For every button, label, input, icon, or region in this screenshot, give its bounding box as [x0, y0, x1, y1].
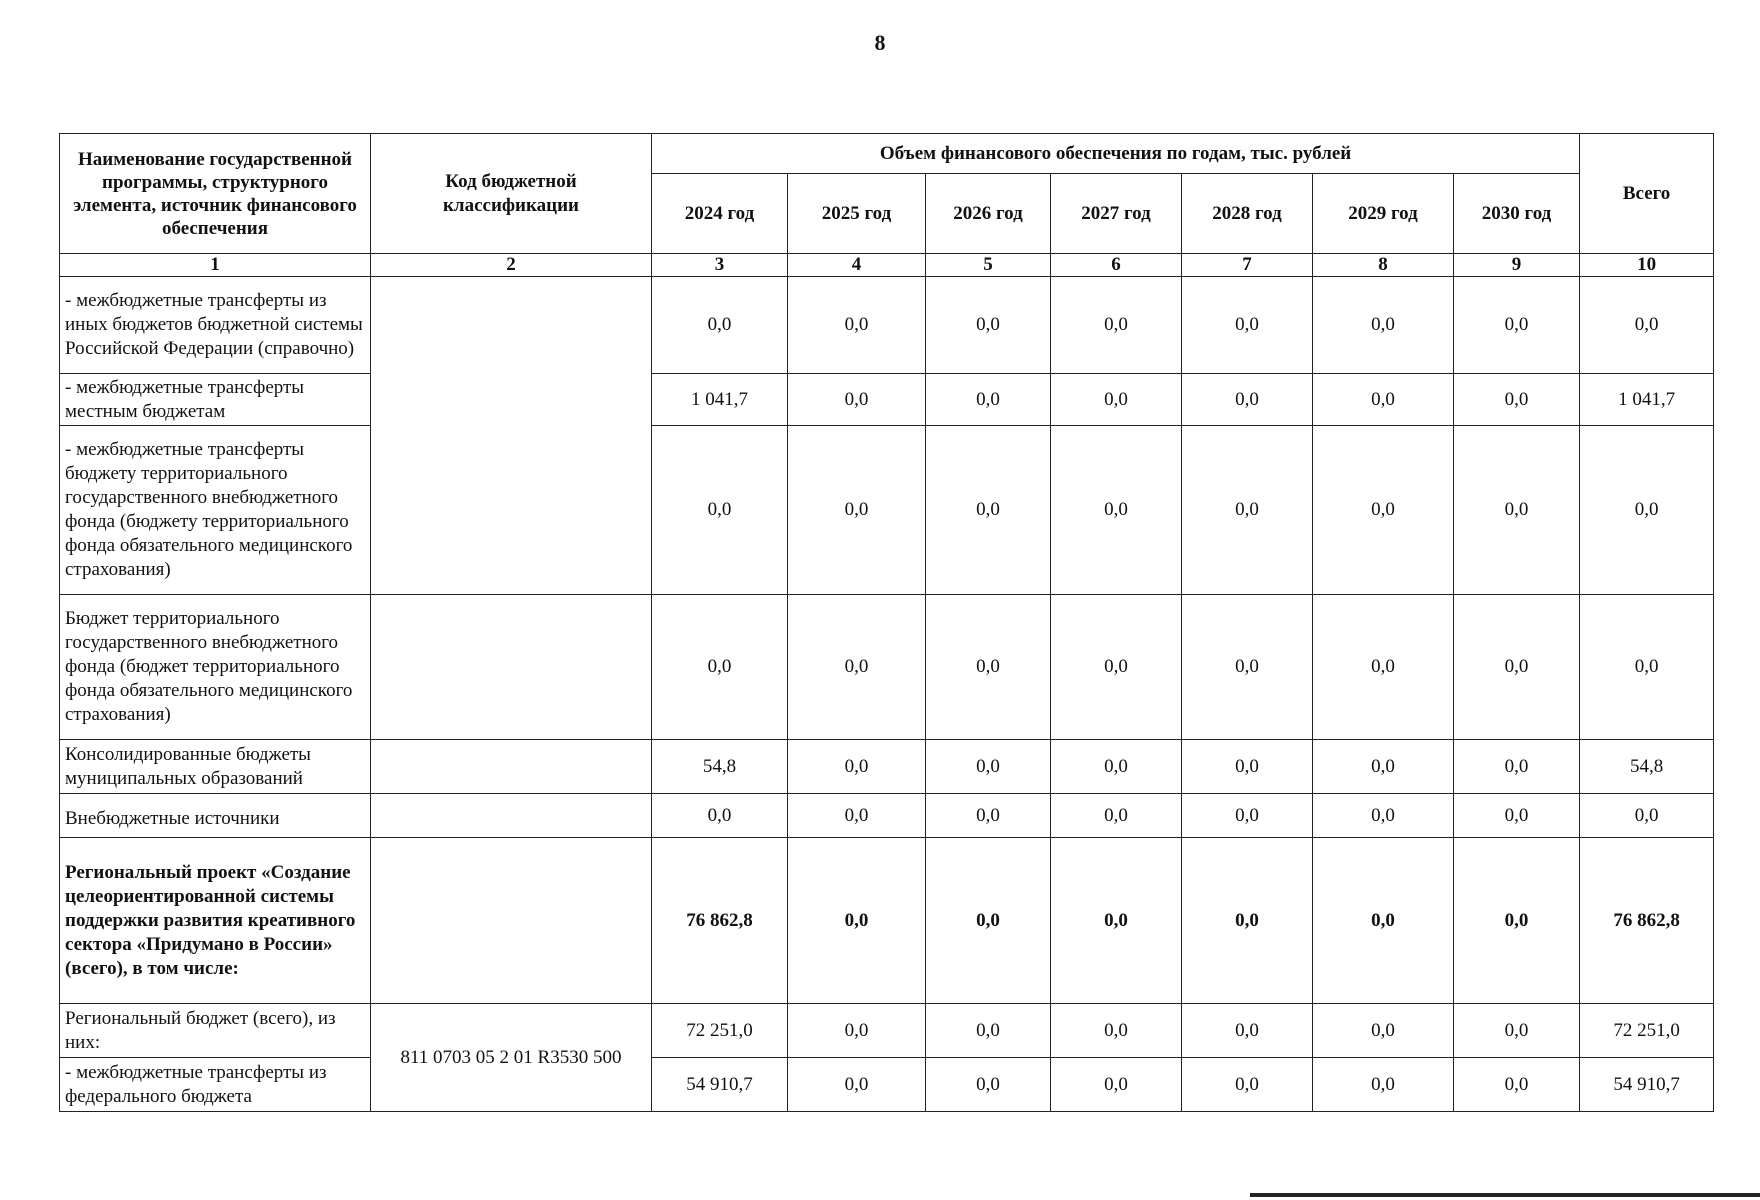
cell-total: 72 251,0	[1580, 1004, 1714, 1058]
table-row	[60, 426, 1714, 595]
cell-value: 0,0	[788, 838, 926, 1004]
cell-value: 0,0	[1051, 1004, 1182, 1058]
cell-value: 0,0	[1051, 374, 1182, 426]
row-code	[371, 595, 652, 740]
page-number: 8	[874, 30, 886, 55]
cell-value: 0,0	[788, 1004, 926, 1058]
cell-value: 0,0	[788, 740, 926, 794]
column-number: 1	[60, 254, 371, 277]
cell-value: 0,0	[1313, 277, 1454, 374]
header-year: 2030 год	[1454, 174, 1580, 254]
cell-total: 0,0	[1580, 595, 1714, 740]
row-name: - межбюджетные трансферты бюджету территориального государственного внебюджетного фонда (бюджету территориального фонда обязательного медицинского страхования)	[60, 426, 371, 595]
cell-value: 0,0	[1182, 277, 1313, 374]
cell-value: 0,0	[1051, 426, 1182, 595]
row-name: Бюджет территориального государственного внебюджетного фонда (бюджет территориального фонда обязательного медицинского страхования)	[60, 595, 371, 740]
cell-value: 0,0	[1182, 740, 1313, 794]
cell-value: 0,0	[1454, 277, 1580, 374]
cell-value: 0,0	[1454, 794, 1580, 838]
cell-value: 0,0	[1182, 426, 1313, 595]
cell-value: 0,0	[1313, 374, 1454, 426]
row-name: Региональный бюджет (всего), из них:	[60, 1004, 371, 1058]
cell-value: 0,0	[1313, 426, 1454, 595]
cell-value: 0,0	[1313, 595, 1454, 740]
cell-value: 0,0	[1313, 740, 1454, 794]
cell-value: 0,0	[926, 277, 1051, 374]
column-number: 10	[1580, 254, 1714, 277]
row-name: Внебюджетные источники	[60, 794, 371, 838]
table-row	[60, 1004, 1714, 1058]
row-name: Региональный проект «Создание целеориентированной системы поддержки развития креативного сектора «Придумано в России» (всего), в том числе:	[60, 838, 371, 1004]
cell-value: 0,0	[926, 740, 1051, 794]
cell-value: 0,0	[788, 595, 926, 740]
cell-value: 76 862,8	[652, 838, 788, 1004]
column-number: 4	[788, 254, 926, 277]
table-row	[60, 740, 1714, 794]
header-year: 2029 год	[1313, 174, 1454, 254]
cell-total: 0,0	[1580, 794, 1714, 838]
column-number: 9	[1454, 254, 1580, 277]
cell-value: 0,0	[1454, 838, 1580, 1004]
cell-total: 54,8	[1580, 740, 1714, 794]
cell-value: 0,0	[1051, 595, 1182, 740]
cell-value: 0,0	[652, 426, 788, 595]
header-year: 2024 год	[652, 174, 788, 254]
header-year: 2025 год	[788, 174, 926, 254]
cell-value: 0,0	[926, 426, 1051, 595]
table-row	[60, 595, 1714, 740]
column-number: 6	[1051, 254, 1182, 277]
cell-value: 0,0	[1182, 595, 1313, 740]
cell-value: 72 251,0	[652, 1004, 788, 1058]
financing-table	[59, 133, 1714, 1112]
cell-total: 76 862,8	[1580, 838, 1714, 1004]
row-name: - межбюджетные трансферты из федерального бюджета	[60, 1058, 371, 1112]
column-number-row	[60, 254, 1714, 277]
cell-value: 0,0	[1454, 374, 1580, 426]
row-name: - межбюджетные трансферты местным бюджетам	[60, 374, 371, 426]
row-code	[371, 794, 652, 838]
column-number: 3	[652, 254, 788, 277]
row-code: 811 0703 05 2 01 R3530 500	[371, 1004, 652, 1112]
cell-value: 0,0	[926, 374, 1051, 426]
cell-total: 1 041,7	[1580, 374, 1714, 426]
cell-value: 0,0	[926, 794, 1051, 838]
table-row	[60, 794, 1714, 838]
header-year: 2027 год	[1051, 174, 1182, 254]
cell-value: 0,0	[1182, 1004, 1313, 1058]
cell-value: 0,0	[1051, 1058, 1182, 1112]
cell-value: 0,0	[1313, 1058, 1454, 1112]
header-year: 2028 год	[1182, 174, 1313, 254]
cell-value: 0,0	[652, 595, 788, 740]
row-code	[371, 277, 652, 595]
cell-value: 0,0	[1313, 838, 1454, 1004]
cell-value: 0,0	[926, 595, 1051, 740]
cell-total: 0,0	[1580, 426, 1714, 595]
cell-value: 0,0	[1051, 794, 1182, 838]
cell-value: 0,0	[1182, 1058, 1313, 1112]
cell-value: 0,0	[1051, 740, 1182, 794]
cell-value: 0,0	[1182, 374, 1313, 426]
column-number: 7	[1182, 254, 1313, 277]
table-row	[60, 1058, 1714, 1112]
header-code: Код бюджетной классификации	[371, 134, 652, 254]
table-row	[60, 277, 1714, 374]
cell-value: 0,0	[1454, 426, 1580, 595]
column-number: 2	[371, 254, 652, 277]
row-name: Консолидированные бюджеты муниципальных образований	[60, 740, 371, 794]
cell-value: 0,0	[1313, 1004, 1454, 1058]
cell-value: 0,0	[1313, 794, 1454, 838]
cell-value: 0,0	[788, 1058, 926, 1112]
header-name: Наименование государственной программы, структурного элемента, источник финансового обеспечения	[60, 134, 371, 254]
header-volume: Объем финансового обеспечения по годам, тыс. рублей	[652, 134, 1580, 174]
row-code	[371, 838, 652, 1004]
row-code	[371, 740, 652, 794]
cell-value: 0,0	[1182, 838, 1313, 1004]
table-row	[60, 838, 1714, 1004]
cell-value: 0,0	[1454, 1004, 1580, 1058]
cell-value: 0,0	[1051, 277, 1182, 374]
cell-value: 1 041,7	[652, 374, 788, 426]
cell-value: 0,0	[1454, 595, 1580, 740]
column-number: 8	[1313, 254, 1454, 277]
cell-value: 0,0	[652, 277, 788, 374]
cell-value: 54,8	[652, 740, 788, 794]
cell-value: 0,0	[926, 1004, 1051, 1058]
cell-value: 0,0	[1182, 794, 1313, 838]
cell-value: 54 910,7	[652, 1058, 788, 1112]
cell-value: 0,0	[926, 1058, 1051, 1112]
table-row	[60, 374, 1714, 426]
column-number: 5	[926, 254, 1051, 277]
cell-value: 0,0	[1454, 1058, 1580, 1112]
cell-value: 0,0	[788, 794, 926, 838]
row-name: - межбюджетные трансферты из иных бюджетов бюджетной системы Российской Федерации (справочно)	[60, 277, 371, 374]
header-total: Всего	[1580, 134, 1714, 254]
page-edge-rule	[1250, 1193, 1760, 1197]
cell-value: 0,0	[788, 426, 926, 595]
header-year: 2026 год	[926, 174, 1051, 254]
cell-value: 0,0	[926, 838, 1051, 1004]
cell-value: 0,0	[788, 374, 926, 426]
cell-value: 0,0	[788, 277, 926, 374]
cell-value: 0,0	[1051, 838, 1182, 1004]
cell-value: 0,0	[652, 794, 788, 838]
cell-total: 54 910,7	[1580, 1058, 1714, 1112]
cell-total: 0,0	[1580, 277, 1714, 374]
cell-value: 0,0	[1454, 740, 1580, 794]
